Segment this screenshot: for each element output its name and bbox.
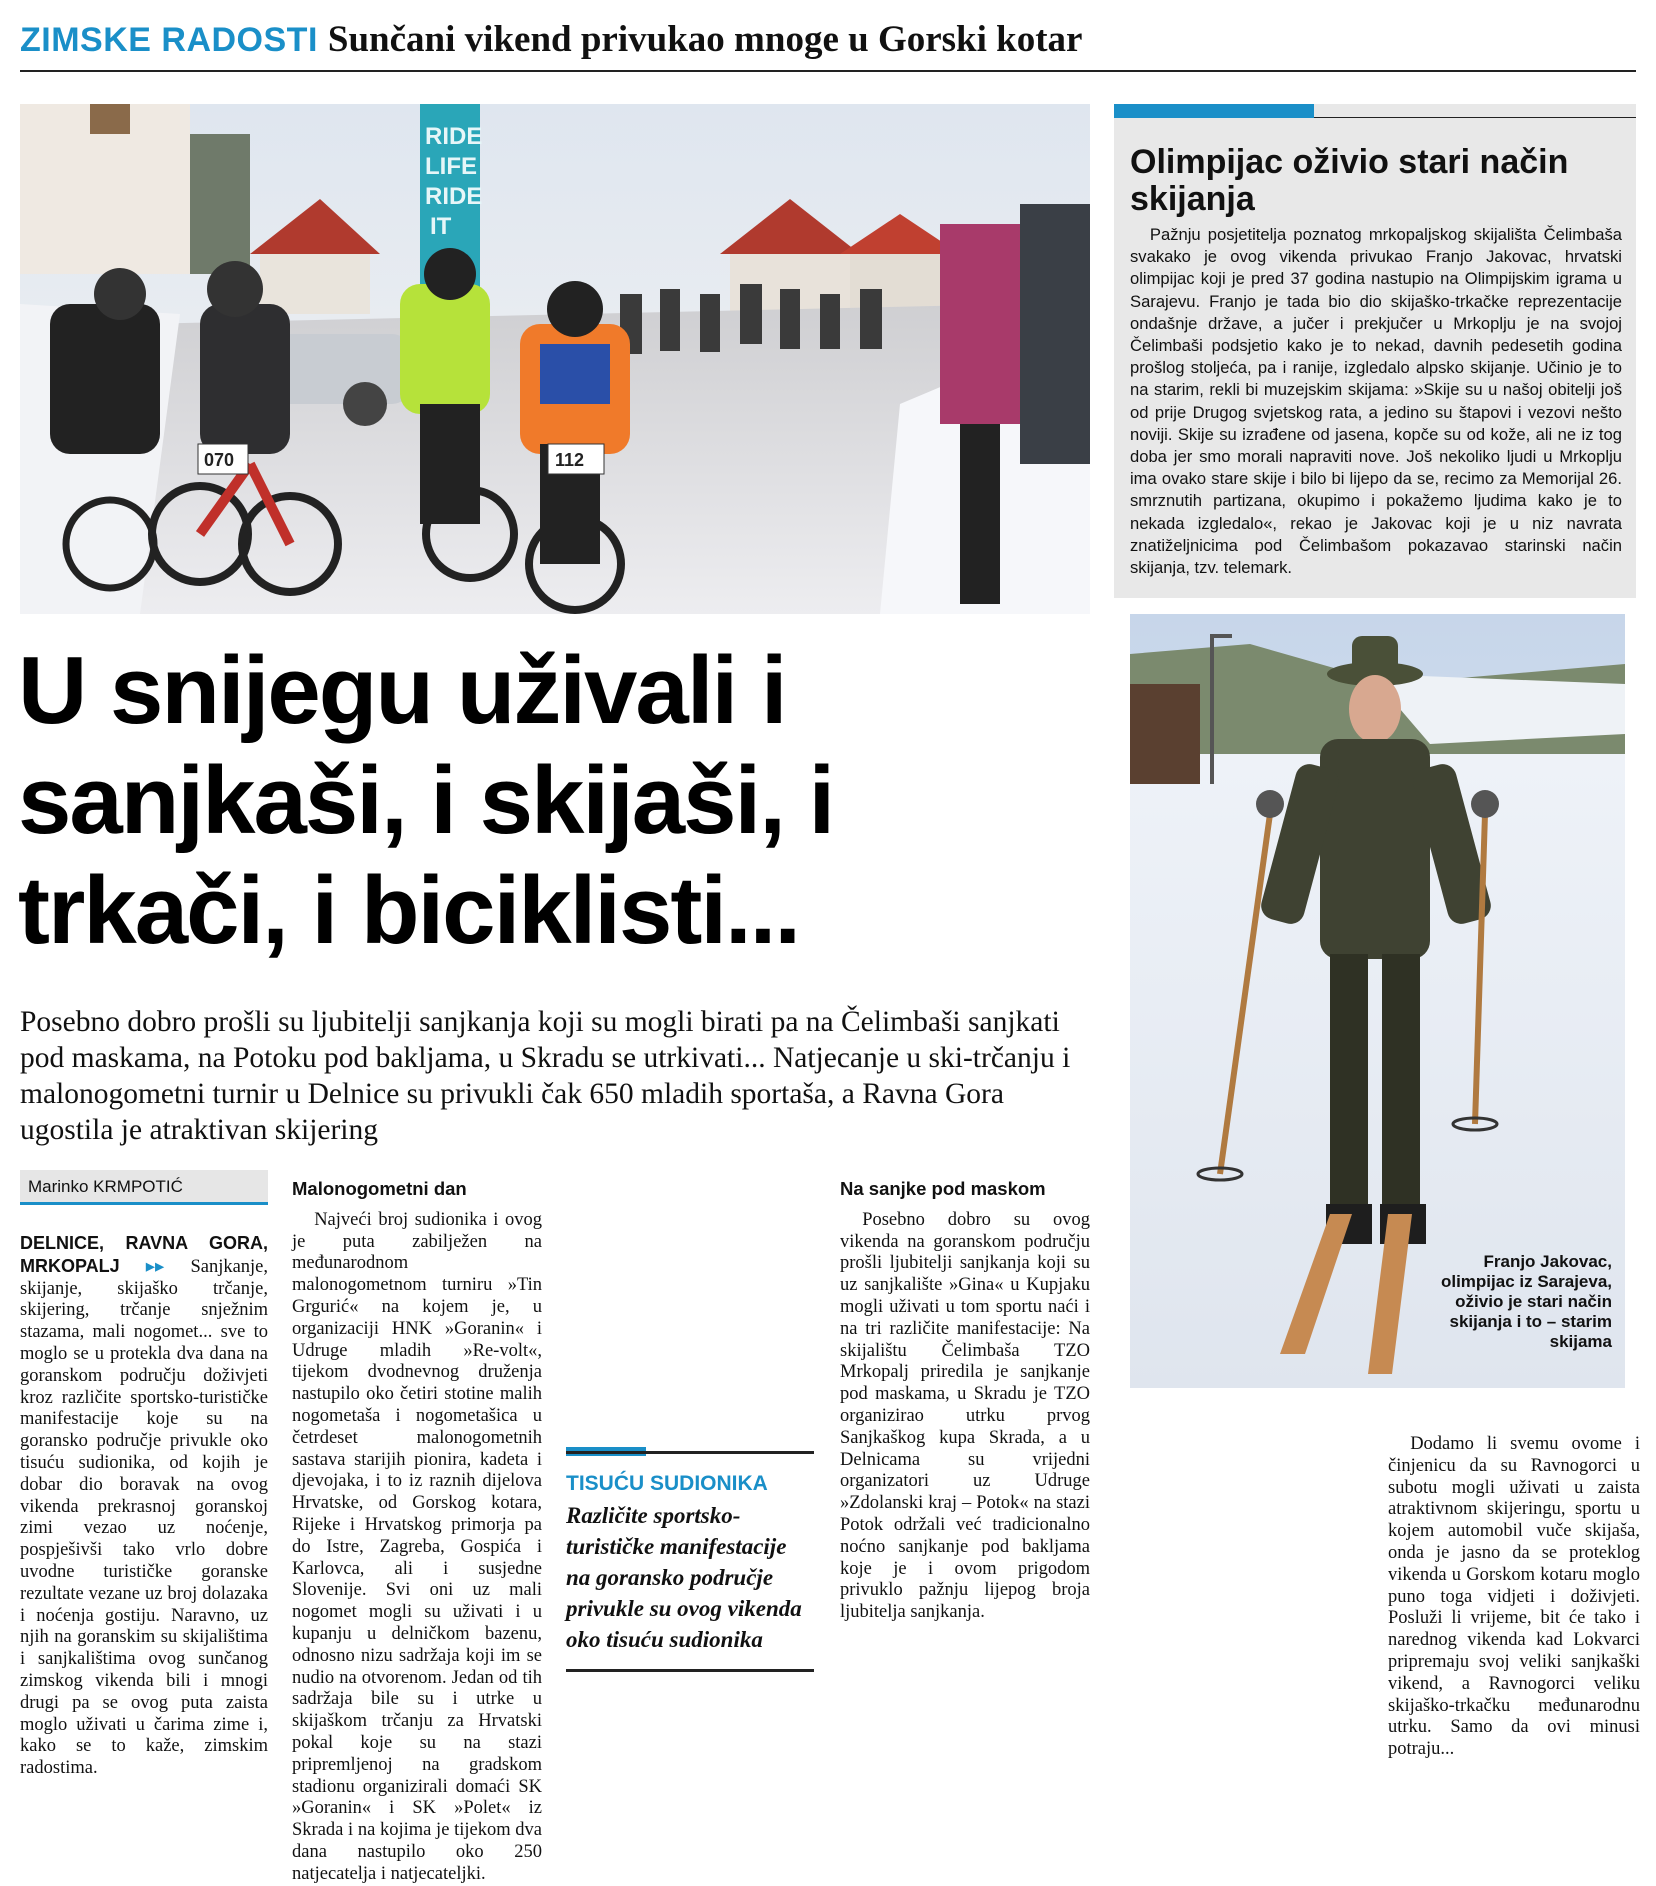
cyclists-illustration <box>20 104 1090 614</box>
sidebar-title: Olimpijac oživio stari način skijanja <box>1130 143 1569 218</box>
article-paragraph-1 <box>20 1233 268 1780</box>
pull-quote <box>566 1451 814 1672</box>
section-title: Sunčani vikend privukao mnoge u Gorski kotar <box>327 19 1083 60</box>
subheading-sanjke: Na sanjke pod maskom <box>840 1178 1046 1199</box>
sidebar-body <box>1130 224 1622 579</box>
article-column-2 <box>292 1170 542 1884</box>
pull-quote-label: TISUĆU SUDIONIKA <box>566 1472 768 1495</box>
dateline: DELNICE, RAVNA GORA, MRKOPALJ <box>20 1233 268 1276</box>
photo-cyclists <box>20 104 1090 614</box>
article-column-1 <box>20 1233 269 1779</box>
dateline-arrow-icon: ▸▸ <box>145 1255 165 1277</box>
bib-070: 070 <box>204 450 235 470</box>
lead-paragraph: Posebno dobro prošli su ljubitelji sanjkanja koji su mogli birati pa na Čelimbaši sanjkati pod maskama, na Potoku pod bakljama, u Skradu se utrkivati... Natjecanje u ski-trčanju i malonogometni turnir u Delnice su privukli čak 650 mladih sportaša, a Ravna Gora ugostila je atraktivan skijering <box>20 1006 1071 1146</box>
bib-112: 112 <box>555 450 585 470</box>
article-paragraph-4: Dodamo li svemu ovome i činjenicu da su Ravnogorci u subotu mogli uživati u zaista atraktivnom skijeringu, sportu u kojem automobil vuče skijaša, onda je jasno da se proteklog vikenda u Gorskom kotaru moglo puno toga vidjeti i doživjeti. Posluži li vrijeme, bit će tako i narednog vikenda kad Lokvarci pripremaju svoj veliki sanjkaški vikend, a Ravnogorci veliku skijaško-trkačku međunarodnu utrku. Samo da ovi minusi potraju... <box>1388 1434 1640 1760</box>
banner-text-1: RIDE <box>425 123 483 150</box>
photo-caption: Franjo Jakovac, olimpijac iz Sarajeva, oživio je stari način skijanja i to – starim skijama <box>1440 1252 1612 1351</box>
sidebar-accent-bar <box>1114 104 1314 118</box>
byline <box>20 1170 268 1205</box>
banner-text-3: RIDE <box>425 183 483 210</box>
pull-quote-text: Različite sportsko-turističke manifestacije na goransko područje privukle su ovog vikenda oko tisuću sudionika <box>566 1503 802 1652</box>
headline: U snijegu uživali i sanjkaši, i skijaši, i trkači, i biciklisti... <box>18 637 834 964</box>
article-column-6 <box>1388 1434 1640 1760</box>
article-paragraph-3: Posebno dobro su ovog vikenda na goranskom području prošli ljubitelji sanjkanja koji su uz sanjkalište »Gina« u Kupjaku mogli uživati u tom sportu naći i na tri različite manifestacije: Na skijalištu Čelimbaša TZO Mrkopalj priredila je sanjkanje pod maskama, u Skradu je TZO organizirao utrku prvog Sanjkaškog kupa Skrada, a u Delnicama su vrijedni organizatori uz Udruge »Zdolanski kraj – Potok« na stazi Potok održali već tradicionalno noćno sanjkanje pod bakljama koje je i ovom prigodom privuklo pažnju lijepog broja ljubitelja sanjkanja. <box>840 1209 1090 1623</box>
subheading-malonogometni: Malonogometni dan <box>292 1178 467 1199</box>
banner-text-4: IT <box>430 213 452 240</box>
article-column-4 <box>840 1170 1090 1624</box>
section-label: ZIMSKE RADOSTI <box>20 21 318 59</box>
sidebar-paragraph: Pažnju posjetitelja poznatog mrkopaljskog skijališta Čelimbaša svakako je ovog vikenda privukao Franjo Jakovac, hrvatski olimpijac koji je pred 37 godina nastupio na Olimpijskim igrama u Sarajevu. Franjo je tada bio dio skijaško-trkačke reprezentacije ondašnje države, a jučer i prekjučer u Mrkoplju je na svojoj Čelimbaši podsjetio kako je to nekad, davnih pedesetih godina prošlog stoljeća, pa i ranije, izgledalo alpsko skijanje. Učinio je to na starim, rekli bi muzejskim skijama: »Skije su u našoj obitelji još od prije Drugog svjetskog rata, a jedino su štapovi i vezovi nešto noviji. Skije su izrađene od jasena, kopče su od kože, ali ne iz tog doba jer smo morali napraviti nove. Još nekoliko ljudi u Mrkoplju ima ovako stare skije i bilo bi lijepo da se, recimo za Memorijal 26. smrznutih partizana, okupimo i pokažemo ljudima kako je to nekada izgledalo«, rekao je Jakovac koji je u niz navrata znatiželjnicima pod Čelimbašom pokazavao starinski način skijanja, tzv. telemark. <box>1130 225 1622 578</box>
paragraph-1-text: Sanjkanje, skijanje, skijaško trčanje, skijering, trčanje snježnim stazama, mali nogomet... sve to moglo se u protekla dva dana na goranskom području doživjeti kroz različite sportsko-turističke manifestacije koje su na goransko područje privukle oko tisuću sudionika, od kojih je dobar dio boravak na ovog vikenda prekrasnoj goranskoj zimi vezao uz noćenje, pospješivši tako vrlo dobre uvodne turističke goranske rezultate vezane uz broj dolazaka i noćenja gostiju. Naravno, uz njih na goranskim su skijalištima i sanjkalištima ovog sunčanog zimskog vikenda bili i mnogi drugi pa se ovog puta zaista moglo uživati u čarima zime i, kako se to kaže, zimskim radostima. <box>20 1256 269 1779</box>
article-paragraph-2: Najveći broj sudionika i ovog je puta zabilježen na međunarodnom malonogometnom turniru »Tin Grgurić« na kojem je, u organizaciji HNK »Goranin« i Udruge mladih »Re-volt«, tijekom dvodnevnog druženja nastupilo oko četiri stotine malih nogometaša i nogometašica u četrdeset malonogometnih sastava starijih pionira, kadeta i djevojaka, i to iz raznih dijelova Hrvatske, od Gorskog kotara, Rijeke i Hrvatskog primorja pa do Istre, Zagreba, Gospića i Karlovca, ali i susjedne Slovenije. Svi oni uz mali nogomet mogli su uživati i u kupanju u delničkom bazenu, odnosno nizu sadržaja koji im se nudio na otvorenom. Jedan od tih sadržaja bile su i utrke u skijaškom trčanju za Hrvatski pokal koje su na stazi pripremljenoj na gradskom stadionu organizirali domaći SK »Goranin« i SK »Polet« iz Skrada i na kojima je tijekom dva dana nastupilo oko 250 natjecatelja i natjecateljki. <box>292 1209 542 1884</box>
banner-text-2: LIFE <box>425 153 477 180</box>
author-name: Marinko KRMPOTIĆ <box>28 1177 183 1196</box>
section-header <box>20 18 1636 72</box>
